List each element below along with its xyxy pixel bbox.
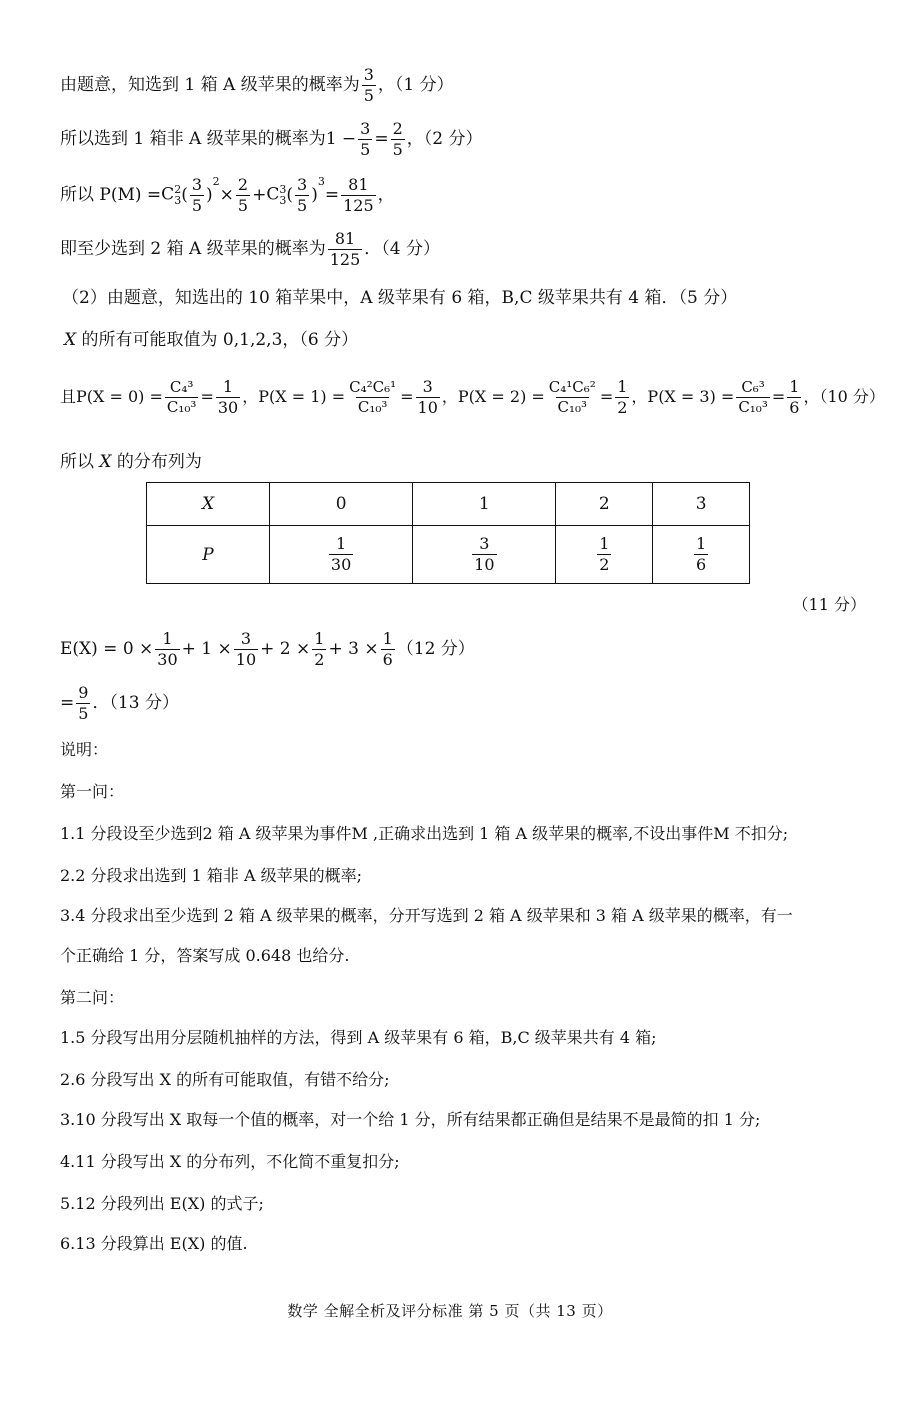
fraction: $\frac{1}{6}$ [382, 629, 393, 669]
table-cell: 1 [413, 483, 556, 526]
note-item: 6.13 分段算出 E(X) 的值. [60, 1234, 248, 1253]
table-row [147, 483, 750, 526]
punct: ， [441, 387, 458, 407]
fraction: $\frac{1}{30}$ [217, 377, 239, 417]
fraction: $\frac{81}{125}$ [329, 229, 361, 269]
line-part-two: （2）由题意，知选出的 10 箱苹果中，A 级苹果有 6 箱，B,C 级苹果共有 4 箱．（5 分） [62, 288, 738, 308]
expr: P(X = 0) = [76, 387, 163, 407]
op: + [252, 184, 267, 205]
line-expectation [60, 630, 475, 668]
fraction: $\frac{1}{2}$ [617, 377, 628, 417]
fraction: $\frac{\text{C₄³}}{\text{C₁₀³}}$ [166, 378, 197, 416]
note-item: 3.10 分段写出 X 取每一个值的概率，对一个给 1 分，所有结果都正确但是结果不是最简的扣 1 分; [60, 1110, 761, 1129]
note-item: 2.2 分段求出选到 1 箱非 A 级苹果的概率; [60, 866, 363, 885]
comb: C 3 3 [266, 183, 287, 208]
note-item: 2.6 分段写出 X 的所有可能取值，有错不给分; [60, 1070, 390, 1089]
fraction: $\frac{1}{6}$ [696, 534, 707, 574]
note-heading: 说明： [60, 740, 109, 759]
table-cell: X [147, 483, 270, 526]
fraction: $\frac{\text{C₄²C₆¹}}{\text{C₁₀³}}$ [349, 378, 397, 416]
op: = [599, 387, 614, 407]
expr: P(X = 1) = [258, 387, 346, 407]
table-row [147, 526, 750, 584]
expr: + 1 × [181, 638, 232, 659]
text: 的所有可能取值为 0,1,2,3，（6 分） [76, 330, 359, 350]
line-possible-values [64, 332, 358, 349]
fraction: $\frac{1}{2}$ [314, 629, 325, 669]
op: = [400, 387, 414, 407]
fraction: $\frac{\text{C₆³}}{\text{C₁₀³}}$ [738, 378, 768, 416]
line-prob-non-a-grade [60, 120, 483, 158]
fraction: $\frac{1}{30}$ [157, 629, 178, 669]
fraction: $\frac{3}{10}$ [417, 377, 438, 417]
score-note: ，（2 分） [406, 128, 483, 149]
line-expectation-result [60, 684, 179, 722]
table-cell: P [147, 526, 270, 584]
expr: + 3 × [328, 638, 379, 659]
expr: E(X) = 0 × [60, 638, 154, 659]
line-at-least-two [60, 230, 440, 268]
note-item: 个正确给 1 分，答案写成 0.648 也给分. [60, 946, 350, 965]
fraction: $\frac{3}{10}$ [235, 629, 257, 669]
fraction: $\frac{9}{5}$ [78, 683, 89, 723]
paren: ) [311, 184, 318, 205]
fraction: $\frac{1}{6}$ [789, 377, 800, 417]
op: = [324, 184, 340, 205]
fraction: $\frac{\text{C₄¹C₆²}}{\text{C₁₀³}}$ [548, 378, 596, 416]
punct: ， [377, 184, 395, 205]
op: = [200, 387, 214, 407]
exponent: 3 [317, 175, 325, 188]
text: 由题意，知选到 1 箱 A 级苹果的概率为 [60, 74, 360, 95]
fraction: $\frac{2}{5}$ [392, 119, 403, 159]
line-prob-a-grade [60, 66, 454, 104]
equals: = [374, 128, 389, 149]
line-pm-formula [60, 176, 395, 214]
op: = [771, 387, 786, 407]
expr: P(X = 2) = [457, 387, 545, 407]
fraction: $\frac{3}{5}$ [360, 119, 371, 159]
op: × [219, 184, 234, 205]
fraction: $\frac{3}{5}$ [297, 175, 308, 215]
table-cell: 0 [270, 483, 413, 526]
score-note: ．（4 分） [364, 238, 440, 259]
note-item: 4.11 分段写出 X 的分布列，不化简不重复扣分; [60, 1152, 400, 1171]
table-cell [413, 526, 556, 584]
fraction: $\frac{3}{5}$ [363, 65, 374, 105]
note-item: 5.12 分段列出 E(X) 的式子; [60, 1194, 264, 1213]
fraction: $\frac{2}{5}$ [237, 175, 249, 215]
note-part-two: 第二问： [60, 988, 125, 1007]
text: 且 [60, 387, 77, 407]
fraction: $\frac{1}{2}$ [599, 534, 610, 574]
text: 即至少选到 2 箱 A 级苹果的概率为 [60, 238, 326, 259]
score-note: （12 分） [396, 638, 475, 659]
text: 所以 [60, 452, 100, 472]
fraction: $\frac{1}{30}$ [330, 534, 352, 574]
comb: C 2 3 [161, 183, 182, 208]
note-item: 1.5 分段写出用分层随机抽样的方法，得到 A 级苹果有 6 箱，B,C 级苹果共有 4 箱; [60, 1028, 657, 1047]
distribution-table [146, 482, 750, 584]
page-footer: 数学 全解全析及评分标准 第 5 页（共 13 页） [287, 1302, 613, 1320]
table-cell [556, 526, 653, 584]
note-item: 1.1 分段设至少选到2 箱 A 级苹果为事件M ,正确求出选到 1 箱 A 级苹果的概率,不设出事件M 不扣分; [60, 824, 789, 843]
score-note: ，（10 分） [803, 387, 885, 407]
expr: + 2 × [260, 638, 311, 659]
paren: ) [206, 184, 213, 205]
text: 所以选到 1 箱非 A 级苹果的概率为1 − [60, 128, 357, 149]
table-cell [653, 526, 750, 584]
table-cell: 2 [556, 483, 653, 526]
paren: ( [286, 184, 293, 205]
note-part-one: 第一问： [60, 782, 125, 801]
text: 的分布列为 [111, 452, 202, 472]
punct: ， [631, 387, 648, 407]
fraction: $\frac{3}{10}$ [474, 534, 495, 574]
score-note: ，（1 分） [377, 74, 454, 95]
text: 所以 P(M) = [60, 184, 162, 205]
table-cell: 3 [653, 483, 750, 526]
exponent: 2 [212, 175, 220, 188]
score-note-11: （11 分） [792, 595, 866, 614]
note-item: 3.4 分段求出至少选到 2 箱 A 级苹果的概率，分开写选到 2 箱 A 级苹果和 3 箱 A 级苹果的概率，有一 [60, 906, 793, 925]
line-distribution-intro [60, 454, 202, 471]
fraction: $\frac{3}{5}$ [191, 175, 203, 215]
score-note: ．（13 分） [92, 692, 179, 713]
paren: ( [181, 184, 188, 205]
expr: P(X = 3) = [647, 387, 735, 407]
line-probabilities [60, 378, 885, 416]
variable: X [99, 452, 112, 472]
op: = [60, 692, 75, 713]
punct: ， [242, 387, 259, 407]
table-cell [270, 526, 413, 584]
variable: X [64, 330, 77, 350]
fraction: $\frac{81}{125}$ [343, 175, 374, 215]
